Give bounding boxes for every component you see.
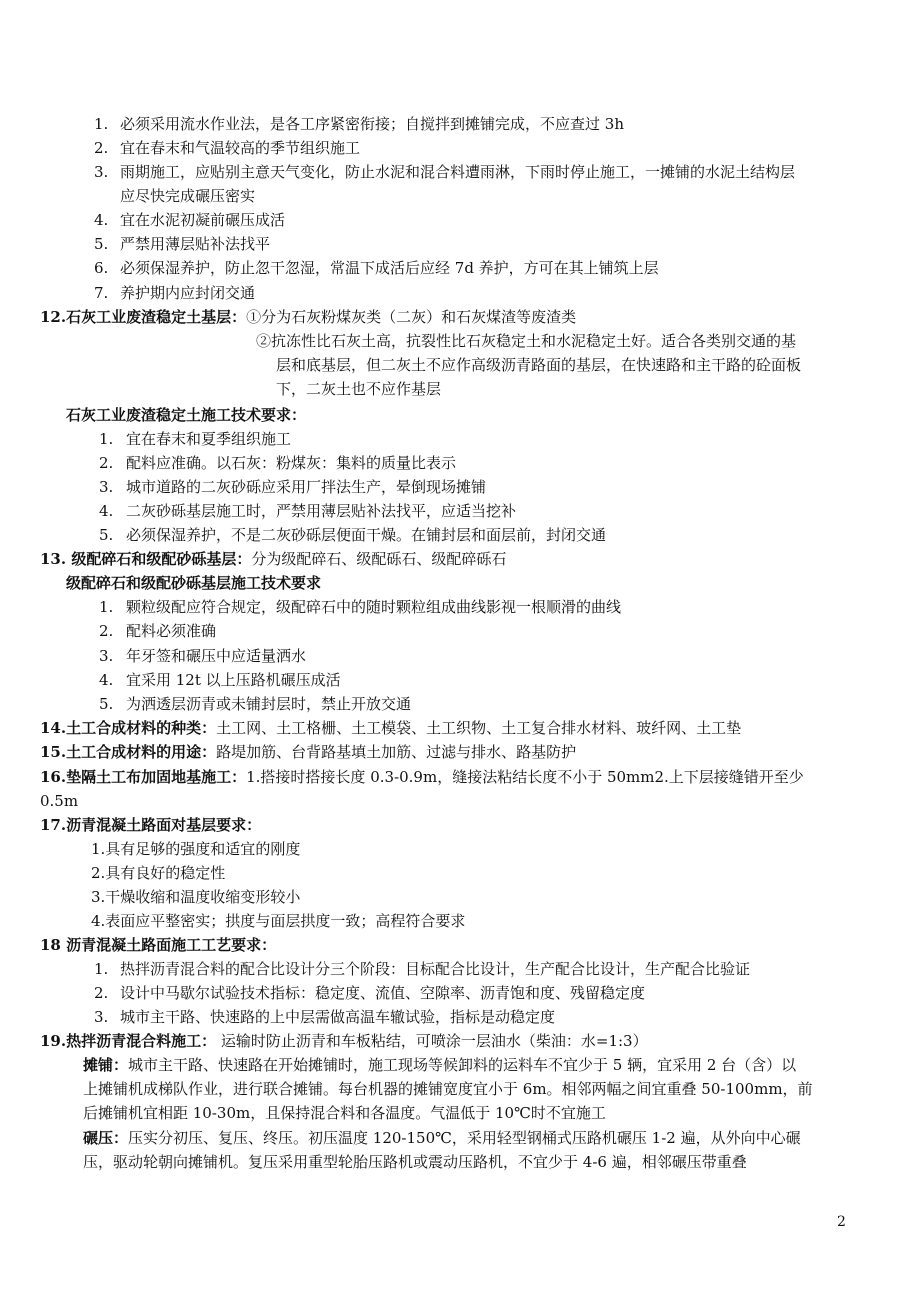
section-heading: 16.垫隔土工布加固地基施工：	[40, 768, 247, 786]
paragraph-text: ①分为石灰粉煤灰类（二灰）和石灰煤渣等废渣类	[246, 308, 577, 326]
paragraph-text: 分为级配碎石、级配砾石、级配碎砾石	[251, 550, 507, 568]
list-number: 5.	[99, 695, 114, 713]
list-item: 配料必须准确	[126, 622, 217, 640]
list-number: 4.	[99, 671, 114, 689]
section-heading: 12.石灰工业废渣稳定土基层：	[40, 308, 247, 326]
list-item: 二灰砂砾基层施工时，严禁用薄层贴补法找平，应适当挖补	[126, 502, 517, 520]
list-number: 4.	[94, 211, 109, 229]
list-item: 宜采用 12t 以上压路机碾压成活	[126, 671, 341, 689]
paragraph-text: 压，驱动轮朝向摊铺机。复压采用重型轮胎压路机或震动压路机，不宜少于 4-6 遍，相邻碾压带重叠	[83, 1153, 747, 1171]
list-item: 雨期施工，应贴别主意天气变化，防止水泥和混合料遭雨淋，下雨时停止施工，一摊铺的水泥土结构层	[120, 163, 796, 181]
list-item: 必须保湿养护，防止忽干忽湿，常温下成活后应经 7d 养护，方可在其上铺筑上层	[120, 259, 659, 277]
list-number: 2.	[94, 984, 109, 1002]
list-number: 1.	[99, 430, 114, 448]
section-heading: 19.热拌沥青混合料施工：	[40, 1032, 217, 1050]
list-item: 宜在水泥初凝前碾压成活	[120, 211, 286, 229]
rolling-label: 碾压：	[83, 1129, 129, 1147]
list-number: 7.	[94, 284, 109, 302]
list-number: 2.	[99, 622, 114, 640]
list-item: 2.具有良好的稳定性	[91, 864, 226, 882]
list-number: 4.	[99, 502, 114, 520]
list-item: 1.具有足够的强度和适宜的刚度	[91, 840, 301, 858]
list-item: 3.干燥收缩和温度收缩变形较小	[91, 888, 301, 906]
list-number: 2.	[94, 139, 109, 157]
list-item: 年牙签和碾压中应适量洒水	[126, 647, 307, 665]
list-item: 养护期内应封闭交通	[120, 284, 256, 302]
subheading: 级配碎石和级配砂砾基层施工技术要求	[66, 574, 322, 592]
paving-label: 摊铺：	[83, 1056, 129, 1074]
list-item: 城市道路的二灰砂砾应采用厂拌法生产，晕倒现场摊铺	[126, 478, 487, 496]
list-item: 城市主干路、快速路的上中层需做高温车辙试验，指标是动稳定度	[120, 1008, 556, 1026]
section-heading: 13. 级配碎石和级配砂砾基层：	[40, 550, 252, 568]
list-item: 热拌沥青混合料的配合比设计分三个阶段：目标配合比设计，生产配合比设计，生产配合比验证	[120, 960, 751, 978]
paragraph-text: 运输时防止沥青和车板粘结，可喷涂一层油水（柴油：水=1:3）	[216, 1032, 648, 1050]
list-item: 为洒透层沥青或未铺封层时，禁止开放交通	[126, 695, 412, 713]
list-item: 必须保湿养护，不是二灰砂砾层便面干燥。在铺封层和面层前，封闭交通	[126, 526, 607, 544]
list-number: 5.	[94, 235, 109, 253]
section-heading: 18 沥青混凝土路面施工工艺要求：	[40, 936, 277, 954]
page-number: 2	[837, 1214, 846, 1230]
list-number: 1.	[99, 598, 114, 616]
list-item: 设计中马歇尔试验技术指标：稳定度、流值、空隙率、沥青饱和度、残留稳定度	[120, 984, 646, 1002]
list-item: 宜在春末和夏季组织施工	[126, 430, 292, 448]
paragraph-text: 1.搭接时搭接长度 0.3-0.9m，缝接法粘结长度不小于 50mm2.上下层接缝错开至少	[246, 768, 804, 786]
list-number: 3.	[94, 1008, 109, 1026]
list-item: 4.表面应平整密实；拱度与面层拱度一致；高程符合要求	[91, 912, 466, 930]
list-item-continuation: 应尽快完成碾压密实	[120, 187, 256, 205]
list-number: 1.	[94, 960, 109, 978]
paragraph-text: 土工网、土工格栅、土工模袋、土工织物、土工复合排水材料、玻纤网、土工垫	[216, 719, 742, 737]
list-item: 严禁用薄层贴补法找平	[120, 235, 271, 253]
list-number: 2.	[99, 454, 114, 472]
list-number: 3.	[99, 647, 114, 665]
section-heading: 14.土工合成材料的种类：	[40, 719, 217, 737]
paragraph-text: ②抗冻性比石灰土高，抗裂性比石灰稳定土和水泥稳定土好。适合各类别交通的基	[256, 332, 797, 350]
list-number: 3.	[99, 478, 114, 496]
list-number: 5.	[99, 526, 114, 544]
paragraph-text: 下，二灰土也不应作基层	[276, 380, 442, 398]
paragraph-text: 城市主干路、快速路在开始摊铺时，施工现场等候卸料的运料车不宜少于 5 辆，宜采用 2 台（含）以	[128, 1056, 797, 1074]
paragraph-text: 0.5m	[40, 792, 79, 810]
list-item: 必须采用流水作业法，是各工序紧密衔接；自搅拌到摊铺完成，不应查过 3h	[120, 115, 624, 133]
subheading: 石灰工业废渣稳定土施工技术要求：	[66, 406, 307, 424]
paragraph-text: 压实分初压、复压、终压。初压温度 120-150℃，采用轻型钢桶式压路机碾压 1-2 遍，从外向中心碾	[128, 1129, 801, 1147]
paragraph-text: 路堤加筋、台背路基填土加筋、过滤与排水、路基防护	[216, 743, 577, 761]
list-item: 宜在春末和气温较高的季节组织施工	[120, 139, 361, 157]
list-number: 3.	[94, 163, 109, 181]
section-heading: 17.沥青混凝土路面对基层要求：	[40, 816, 262, 834]
list-number: 1.	[94, 115, 109, 133]
list-item: 配料应准确。以石灰：粉煤灰：集料的质量比表示	[126, 454, 457, 472]
paragraph-text: 层和底基层，但二灰土不应作高级沥青路面的基层，在快速路和主干路的砼面板	[276, 356, 802, 374]
list-number: 6.	[94, 259, 109, 277]
list-item: 颗粒级配应符合规定，级配碎石中的随时颗粒组成曲线影视一根顺滑的曲线	[126, 598, 622, 616]
paragraph-text: 后摊铺机宜相距 10-30m，且保持混合料和各温度。气温低于 10℃时不宜施工	[83, 1104, 606, 1122]
paragraph-text: 上摊铺机成梯队作业，进行联合摊铺。每台机器的摊铺宽度宜小于 6m。相邻两幅之间宜重叠 50-100mm，前	[83, 1080, 813, 1098]
section-heading: 15.土工合成材料的用途：	[40, 743, 217, 761]
